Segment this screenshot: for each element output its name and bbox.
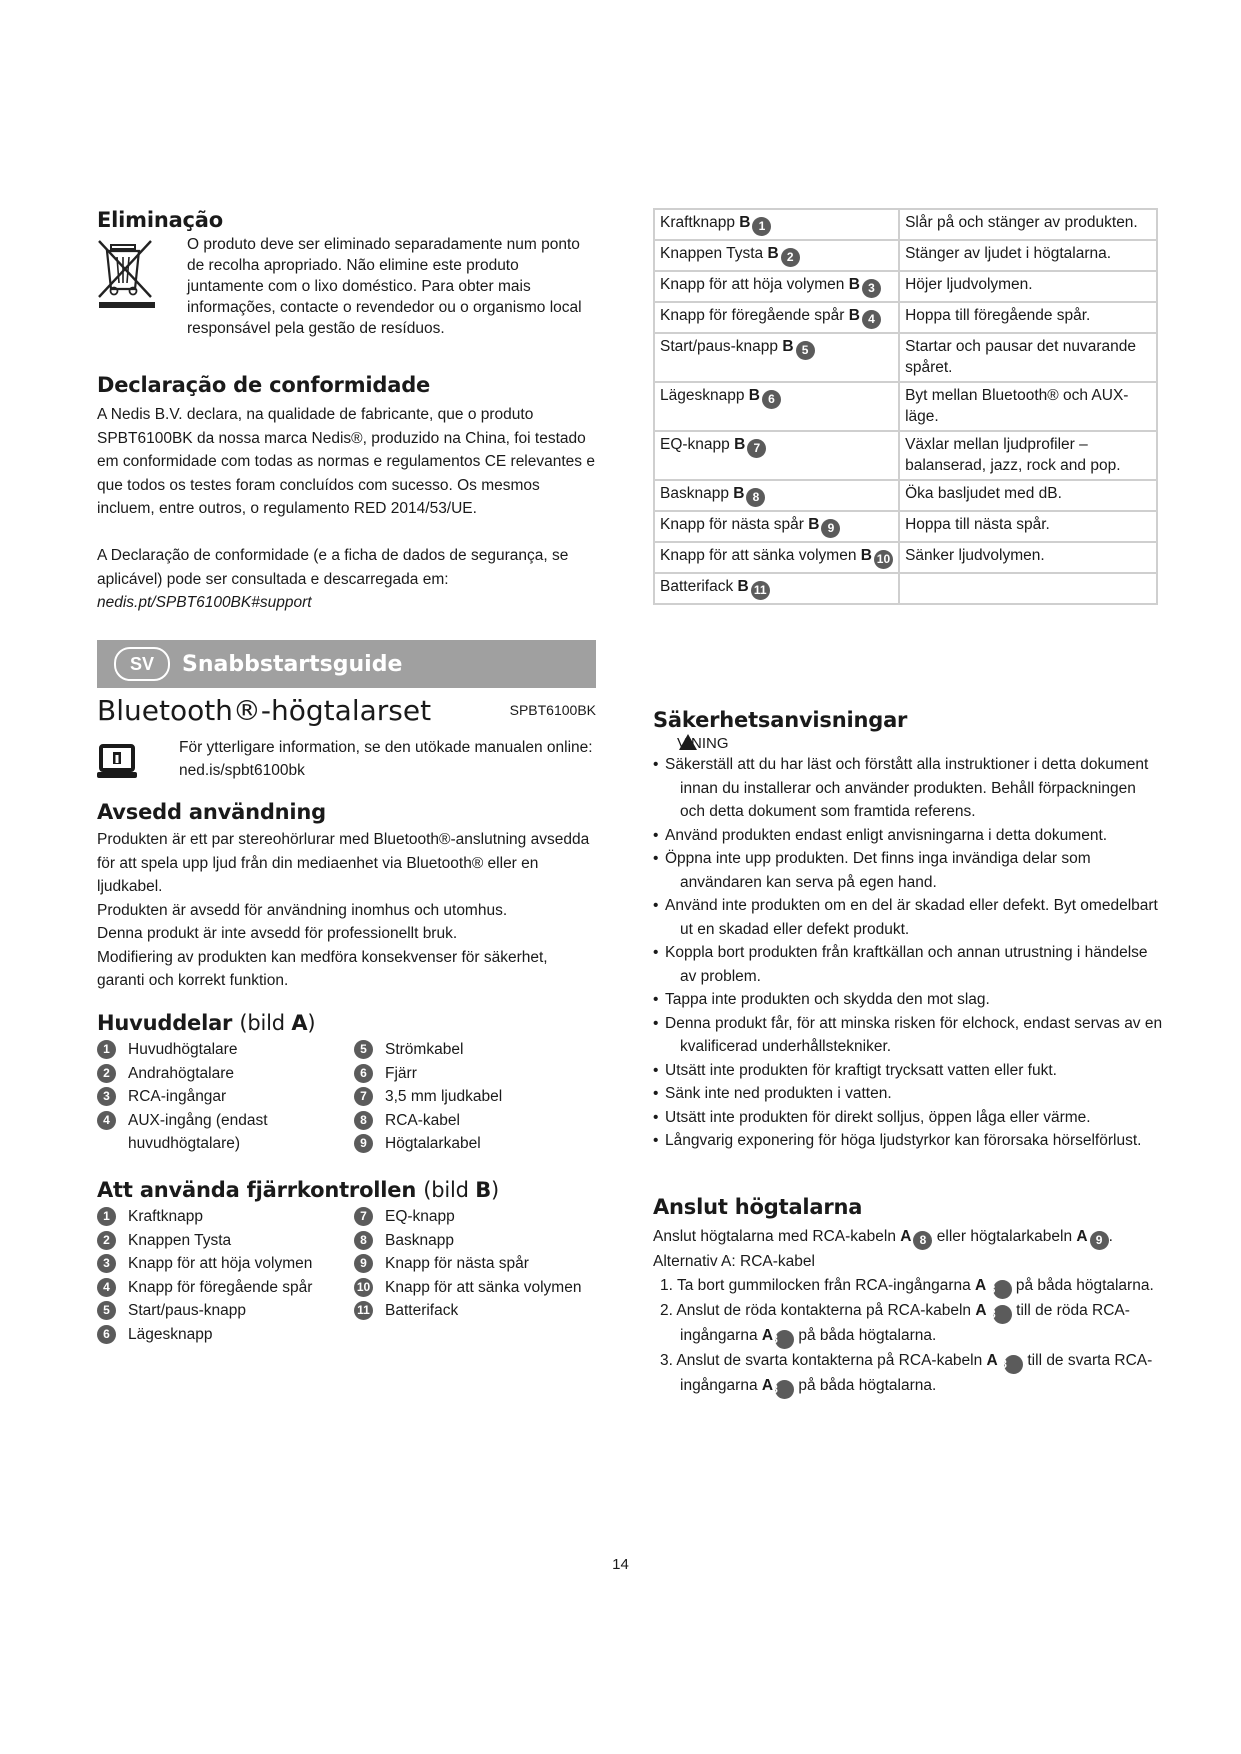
part-label: AUX-ingång (endast huvudhögtalare) bbox=[128, 1111, 268, 1152]
button-name-cell: Knappen Tysta B 2 bbox=[654, 240, 899, 271]
declaration-paragraph: A Nedis B.V. declara, na qualidade de fabricante, que o produto SPBT6100BK da nossa marca Nedis®, produzido na China, foi testado em conformidade com todas as normas e regulamentos CE relevantes e que todos os testes foram concluídos com sucesso. Os mesmos incluem, entre outros, o regulamento RED 2014/53/UE. bbox=[97, 406, 595, 518]
safety-item: • Använd inte produkten om en del är skadad eller defekt. Byt omedelbart ut en skadad eller defekt produkt. bbox=[653, 894, 1163, 941]
number-badge: 7 bbox=[354, 1087, 373, 1106]
number-badge: 1 bbox=[97, 1040, 116, 1059]
number-badge: 3 bbox=[775, 1380, 794, 1399]
part-list-item bbox=[354, 1276, 594, 1300]
remote-title: Att använda fjärrkontrollen (bild B) bbox=[97, 1178, 500, 1202]
elimination-text: O produto deve ser eliminado separadamente num ponto de recolha apropriado. Não elimine este produto juntamente com o lixo doméstico. Para obter mais informações, contacte o revendedor ou o organismo local responsável pela gestão de resíduos. bbox=[187, 236, 582, 337]
safety-item: • Säkerställ att du har läst och förstått alla instruktioner i detta dokument innan du installerar och använder produkten. Behåll förpackningen och detta dokument som framtida referens. bbox=[653, 753, 1163, 824]
number-badge: 6 bbox=[354, 1064, 373, 1083]
page-number: 14 bbox=[612, 1556, 629, 1573]
button-name-cell: Lägesknapp B 6 bbox=[654, 382, 899, 431]
language-banner bbox=[97, 640, 596, 688]
button-description-cell: Stänger av ljudet i högtalarna. bbox=[899, 240, 1157, 271]
part-list-item bbox=[97, 1276, 354, 1300]
number-badge: 9 bbox=[821, 519, 840, 538]
remote-section bbox=[97, 1178, 597, 1346]
number-badge: 2 bbox=[97, 1064, 116, 1083]
number-badge: 8 bbox=[913, 1231, 932, 1250]
intended-use-p2: Produkten är avsedd för användning inomhus och utomhus. bbox=[97, 901, 508, 919]
number-badge: 3 bbox=[97, 1254, 116, 1273]
part-label: EQ-knapp bbox=[385, 1208, 455, 1225]
button-description-cell: Byt mellan Bluetooth® och AUX-läge. bbox=[899, 382, 1157, 431]
button-description-cell: Öka basljudet med dB. bbox=[899, 480, 1157, 511]
part-list-item bbox=[354, 1062, 594, 1086]
table-row bbox=[654, 302, 1157, 333]
button-description-cell: Slår på och stänger av produkten. bbox=[899, 209, 1157, 240]
safety-item: • Långvarig exponering för höga ljudstyrkor kan förorsaka hörselförlust. bbox=[653, 1129, 1163, 1153]
part-list-item bbox=[97, 1323, 354, 1347]
part-label: Start/paus-knapp bbox=[128, 1302, 247, 1319]
number-badge: 11 bbox=[751, 581, 770, 600]
number-badge: 1 bbox=[97, 1207, 116, 1226]
safety-item: • Använd produkten endast enligt anvisningarna i detta dokument. bbox=[653, 824, 1163, 848]
part-list-item bbox=[354, 1132, 594, 1156]
connect-step: 2. Anslut de röda kontakterna på RCA-kabeln A 8 till de röda RCA-ingångarna A3 på båda högtalarna. bbox=[653, 1299, 1173, 1349]
part-list-item bbox=[97, 1085, 354, 1109]
number-badge: 9 bbox=[1090, 1231, 1109, 1250]
part-list-item bbox=[97, 1229, 354, 1253]
part-label: Knapp för föregående spår bbox=[128, 1278, 313, 1296]
number-badge: 3 bbox=[862, 279, 881, 298]
number-badge: 5 bbox=[97, 1301, 116, 1320]
safety-section bbox=[653, 708, 1163, 1153]
elimination-title: Eliminação bbox=[97, 208, 223, 232]
table-row bbox=[654, 333, 1157, 382]
button-description-cell bbox=[899, 573, 1157, 604]
number-badge: 3 bbox=[993, 1280, 1012, 1299]
part-list-item bbox=[97, 1252, 354, 1276]
table-row bbox=[654, 209, 1157, 240]
button-description-cell: Växlar mellan ljudprofiler – balanserad, jazz, rock and pop. bbox=[899, 431, 1157, 480]
button-name-cell: Knapp för att höja volymen B 3 bbox=[654, 271, 899, 302]
table-row bbox=[654, 431, 1157, 480]
button-description-cell: Hoppa till nästa spår. bbox=[899, 511, 1157, 542]
weee-crossed-bin-icon bbox=[97, 239, 157, 309]
table-row bbox=[654, 240, 1157, 271]
number-badge: 10 bbox=[354, 1278, 373, 1297]
part-label: Basknapp bbox=[385, 1231, 454, 1249]
number-badge: 11 bbox=[354, 1301, 373, 1320]
part-list-item bbox=[97, 1299, 354, 1323]
elimination-section bbox=[97, 208, 597, 339]
part-label: Högtalarkabel bbox=[385, 1135, 481, 1152]
part-label: Batterifack bbox=[385, 1302, 459, 1319]
part-list-item bbox=[97, 1205, 354, 1229]
safety-item: • Tappa inte produkten och skydda den mot slag. bbox=[653, 988, 1163, 1012]
part-label: Strömkabel bbox=[385, 1041, 464, 1058]
button-description-cell: Höjer ljudvolymen. bbox=[899, 271, 1157, 302]
safety-title: Säkerhetsanvisningar bbox=[653, 708, 908, 732]
number-badge: 10 bbox=[874, 550, 893, 569]
number-badge: 5 bbox=[354, 1040, 373, 1059]
safety-item: • Öppna inte upp produkten. Det finns inga invändiga delar som användaren kan serva på egen hand. bbox=[653, 847, 1163, 894]
part-label: Fjärr bbox=[385, 1064, 417, 1082]
safety-item: • Sänk inte ned produkten i vatten. bbox=[653, 1082, 1163, 1106]
number-badge: 1 bbox=[752, 217, 771, 236]
button-name-cell: Batterifack B 11 bbox=[654, 573, 899, 604]
connect-steps bbox=[653, 1274, 1173, 1399]
part-label: Knapp för nästa spår bbox=[385, 1255, 529, 1272]
connect-alternative: Alternativ A: RCA-kabel bbox=[653, 1253, 815, 1270]
banner-title: Snabbstartsguide bbox=[182, 651, 403, 677]
remote-parts-list bbox=[97, 1205, 597, 1346]
part-label: RCA-kabel bbox=[385, 1111, 460, 1129]
connect-section bbox=[653, 1195, 1173, 1399]
part-list-item bbox=[354, 1299, 594, 1323]
main-parts-title: Huvuddelar (bild A) bbox=[97, 1011, 316, 1035]
safety-item: • Koppla bort produkten från kraftkällan och annan utrustning i händelse av problem. bbox=[653, 941, 1163, 988]
button-name-cell: Knapp för nästa spår B 9 bbox=[654, 511, 899, 542]
warning-label: V NING bbox=[677, 735, 729, 752]
safety-item: • Utsätt inte produkten för direkt solljus, öppen låga eller värme. bbox=[653, 1106, 1163, 1130]
button-description-cell: Sänker ljudvolymen. bbox=[899, 542, 1157, 573]
part-list-item bbox=[354, 1109, 594, 1133]
part-list-item bbox=[354, 1229, 594, 1253]
connect-step: 3. Anslut de svarta kontakterna på RCA-kabeln A 8 till de svarta RCA-ingångarna A3 på båda högtalarna. bbox=[653, 1349, 1173, 1399]
number-badge: 4 bbox=[862, 310, 881, 329]
part-list-item bbox=[354, 1038, 594, 1062]
number-badge: 9 bbox=[354, 1254, 373, 1273]
button-name-cell: Basknapp B 8 bbox=[654, 480, 899, 511]
safety-item: • Utsätt inte produkten för kraftigt trycksatt vatten eller fukt. bbox=[653, 1059, 1163, 1083]
number-badge: 8 bbox=[354, 1231, 373, 1250]
number-badge: 5 bbox=[796, 341, 815, 360]
remote-functions-table bbox=[653, 208, 1158, 605]
main-parts-list bbox=[97, 1038, 597, 1156]
part-label: Knappen Tysta bbox=[128, 1231, 232, 1249]
intended-use-p4: Modifiering av produkten kan medföra konsekvenser för säkerhet, garanti och korrekt funktion. bbox=[97, 948, 548, 989]
number-badge: 8 bbox=[354, 1111, 373, 1130]
number-badge: 2 bbox=[781, 248, 800, 267]
part-label: RCA-ingångar bbox=[128, 1088, 227, 1105]
part-list-item bbox=[97, 1062, 354, 1086]
intended-use-title: Avsedd användning bbox=[97, 800, 327, 824]
button-name-cell: Knapp för föregående spår B 4 bbox=[654, 302, 899, 333]
declaration-download-text: A Declaração de conformidade (e a ficha de dados de segurança, se aplicável) pode ser consultada e descarregada em: bbox=[97, 546, 569, 588]
table-row bbox=[654, 573, 1157, 604]
connect-step: 1. Ta bort gummilocken från RCA-ingångarna A 3 på båda högtalarna. bbox=[653, 1274, 1173, 1299]
number-badge: 3 bbox=[97, 1087, 116, 1106]
number-badge: 9 bbox=[354, 1134, 373, 1153]
part-label: Lägesknapp bbox=[128, 1325, 213, 1343]
part-list-item bbox=[354, 1205, 594, 1229]
part-label: Kraftknapp bbox=[128, 1208, 203, 1225]
button-name-cell: Start/paus-knapp B 5 bbox=[654, 333, 899, 382]
part-label: Knapp för att höja volymen bbox=[128, 1255, 313, 1272]
button-description-cell: Hoppa till föregående spår. bbox=[899, 302, 1157, 333]
table-row bbox=[654, 480, 1157, 511]
part-label: Knapp för att sänka volymen bbox=[385, 1278, 582, 1296]
number-badge: 4 bbox=[97, 1278, 116, 1297]
safety-item: • Denna produkt får, för att minska risken för elchock, endast servas av en kvalificerad underhållstekniker. bbox=[653, 1012, 1163, 1059]
main-parts-column-2 bbox=[354, 1038, 594, 1156]
part-label: Huvudhögtalare bbox=[128, 1041, 238, 1058]
button-name-cell: Knapp för att sänka volymen B 10 bbox=[654, 542, 899, 573]
connect-title: Anslut högtalarna bbox=[653, 1195, 863, 1219]
button-name-cell: Kraftknapp B 1 bbox=[654, 209, 899, 240]
declaration-section bbox=[97, 373, 597, 615]
intended-use-p1: Produkten är ett par stereohörlurar med Bluetooth®-anslutning avsedda för att spela upp ljud från din mediaenhet via Bluetooth® eller en ljudkabel. bbox=[97, 831, 590, 895]
safety-list bbox=[653, 753, 1163, 1153]
model-number: SPBT6100BK bbox=[509, 702, 596, 718]
remote-column-1 bbox=[97, 1205, 354, 1346]
declaration-title: Declaração de conformidade bbox=[97, 373, 431, 397]
laptop-info-icon bbox=[97, 744, 137, 780]
info-text: För ytterligare information, se den utökade manualen online: ned.is/spbt6100bk bbox=[179, 739, 593, 779]
number-badge: 7 bbox=[747, 439, 766, 458]
part-label: Andrahögtalare bbox=[128, 1064, 234, 1082]
number-badge: 6 bbox=[762, 390, 781, 409]
button-description-cell: Startar och pausar det nuvarande spåret. bbox=[899, 333, 1157, 382]
connect-intro: Anslut högtalarna med RCA-kabeln A 8 eller högtalarkabeln A 9 . bbox=[653, 1225, 1173, 1250]
part-list-item bbox=[97, 1109, 354, 1156]
number-badge: 4 bbox=[97, 1111, 116, 1130]
number-badge: 8 bbox=[746, 488, 765, 507]
button-name-cell: EQ-knapp B 7 bbox=[654, 431, 899, 480]
table-row bbox=[654, 382, 1157, 431]
table-row bbox=[654, 511, 1157, 542]
intended-use-p3: Denna produkt är inte avsedd för professionellt bruk. bbox=[97, 925, 458, 942]
main-parts-section bbox=[97, 1011, 597, 1156]
remote-column-2 bbox=[354, 1205, 594, 1346]
number-badge: 6 bbox=[97, 1325, 116, 1344]
part-list-item bbox=[354, 1252, 594, 1276]
main-parts-column-1 bbox=[97, 1038, 354, 1156]
table-row bbox=[654, 542, 1157, 573]
number-badge: 7 bbox=[354, 1207, 373, 1226]
language-code-badge: SV bbox=[114, 647, 170, 681]
number-badge: 3 bbox=[775, 1330, 794, 1349]
right-column bbox=[653, 208, 1163, 1396]
number-badge: 8 bbox=[1004, 1355, 1023, 1374]
declaration-link[interactable]: nedis.pt/SPBT6100BK#support bbox=[97, 594, 312, 612]
intended-use-section bbox=[97, 800, 597, 993]
product-title: Bluetooth®-högtalarset bbox=[97, 694, 432, 727]
part-list-item bbox=[354, 1085, 594, 1109]
part-label: 3,5 mm ljudkabel bbox=[385, 1088, 503, 1105]
part-list-item bbox=[97, 1038, 354, 1062]
info-block bbox=[97, 736, 597, 782]
table-row bbox=[654, 271, 1157, 302]
number-badge: 8 bbox=[993, 1305, 1012, 1324]
number-badge: 2 bbox=[97, 1231, 116, 1250]
